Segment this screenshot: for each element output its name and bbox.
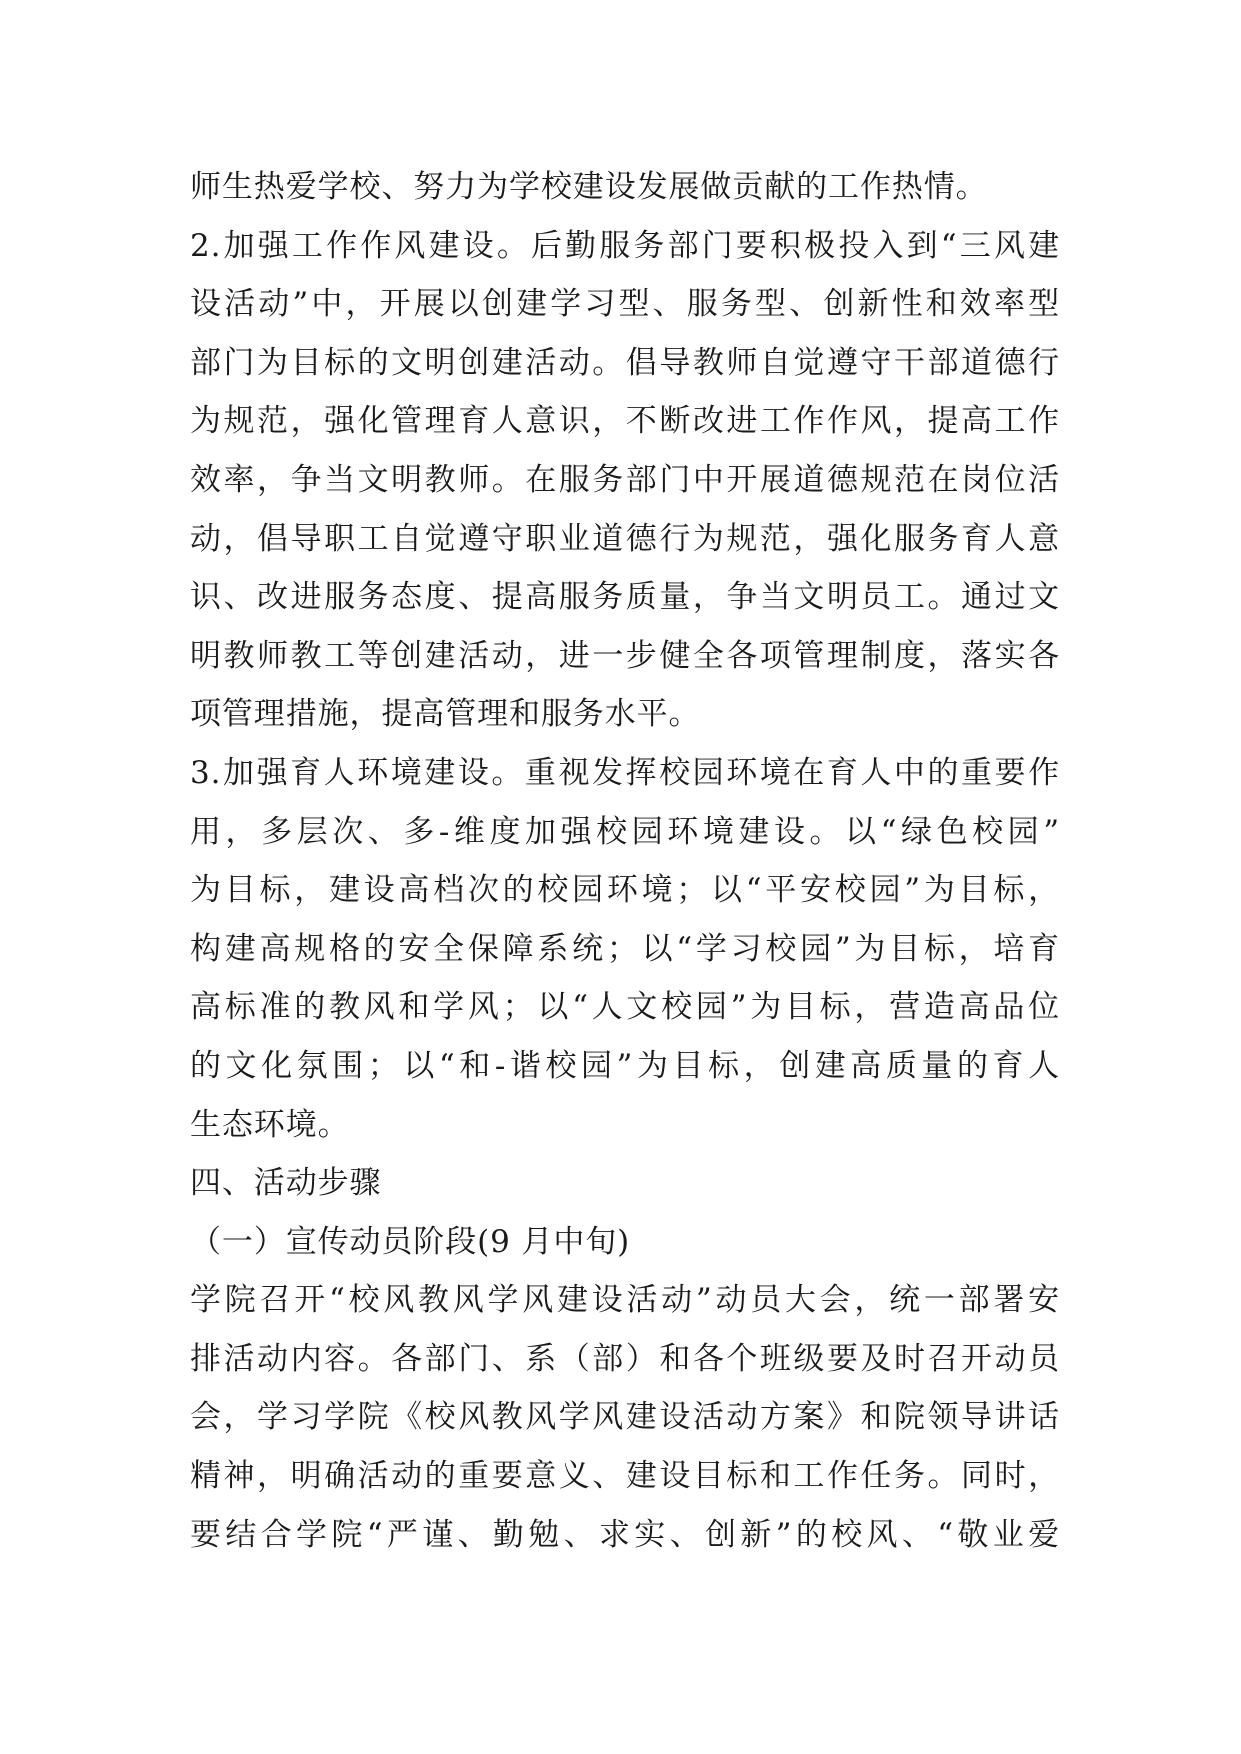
text-line: 部门为目标的文明创建活动。倡导教师自觉遵守干部道德行 <box>190 344 1060 381</box>
text-line: 的文化氛围；以“和-谐校园”为目标，创建高质量的育人 <box>190 1047 1060 1084</box>
text-line: 生态环境。 <box>190 1106 350 1143</box>
text-line: 识、改进服务态度、提高服务质量，争当文明员工。通过文 <box>190 579 1060 616</box>
text-line: 用，多层次、多-维度加强校园环境建设。以“绿色校园” <box>190 813 1060 850</box>
text-line: 动，倡导职工自觉遵守职业道德行为规范，强化服务育人意 <box>190 520 1060 557</box>
section-heading: 四、活动步骤 <box>190 1165 382 1202</box>
text-line: 精神，明确活动的重要意义、建设目标和工作任务。同时， <box>190 1458 1060 1495</box>
text-line: 3.加强育人环境建设。重视发挥校园环境在育人中的重要作 <box>190 754 1060 791</box>
text-line: 学院召开“校风教风学风建设活动”动员大会，统一部署安 <box>190 1282 1060 1319</box>
text-line: 会，学习学院《校风教风学风建设活动方案》和院领导讲话 <box>190 1399 1060 1436</box>
text-line: 构建高规格的安全保障系统；以“学习校园”为目标，培育 <box>190 930 1060 967</box>
text-line: 为规范，强化管理育人意识，不断改进工作作风，提高工作 <box>190 403 1060 440</box>
text-line: 为目标，建设高档次的校园环境；以“平安校园”为目标， <box>190 872 1060 909</box>
text-line: 明教师教工等创建活动，进一步健全各项管理制度，落实各 <box>190 637 1060 674</box>
text-line: 设活动”中，开展以创建学习型、服务型、创新性和效率型 <box>190 286 1060 323</box>
text-line: 效率，争当文明教师。在服务部门中开展道德规范在岗位活 <box>190 461 1060 498</box>
subsection-heading: （一）宣传动员阶段(9 月中旬) <box>190 1223 631 1260</box>
text-line: 师生热爱学校、努力为学校建设发展做贡献的工作热情。 <box>190 169 988 205</box>
text-line: 2.加强工作作风建设。后勤服务部门要积极投入到“三风建 <box>190 227 1060 264</box>
text-line: 高标准的教风和学风；以“人文校园”为目标，营造高品位 <box>190 989 1060 1026</box>
text-line: 排活动内容。各部门、系（部）和各个班级要及时召开动员 <box>190 1340 1060 1377</box>
text-line: 要结合学院“严谨、勤勉、求实、创新”的校风、“敬业爱 <box>190 1516 1060 1553</box>
text-line: 项管理措施，提高管理和服务水平。 <box>190 696 701 733</box>
body-text <box>190 158 1060 1564</box>
